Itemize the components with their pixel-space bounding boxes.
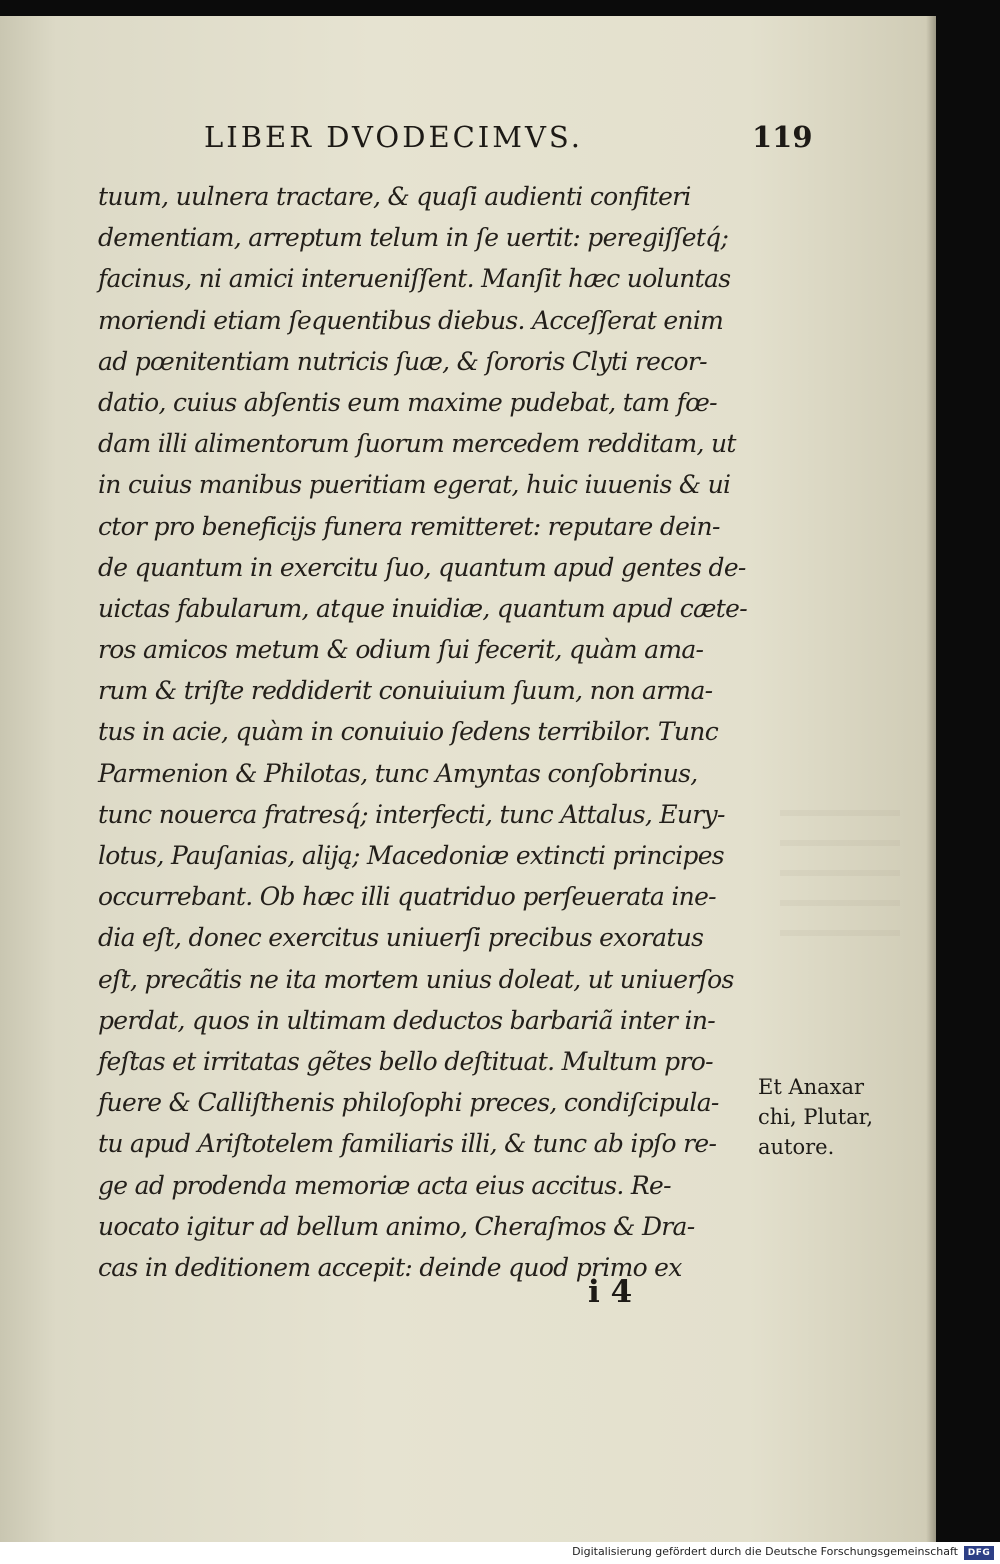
text-line: in cuius manibus pueritiam egerat, huic iuuenis & ui [98,470,731,500]
text-line: tus in acie, quàm in conuiuio ſedens terribilor. Tunc [98,717,718,747]
text-line: occurrebant. Ob hæc illi quatriduo perſeuerata ine- [98,882,716,912]
text-line: datio, cuius abſentis eum maxime pudebat, tam fœ- [98,387,717,417]
text-line: lotus, Pauſanias, aliją; Macedoniæ extincti principes [98,841,724,870]
text-line: dia eſt, donec exercitus uniuerſi precibus exoratus [98,923,704,953]
text-line: Parmenion & Philotas, tunc Amyntas conſobrinus, [98,758,698,788]
running-title: LIBER DVODECIMVS. [204,120,583,154]
text-line: tuum, uulnera tractare, & quaſi audienti confiteri [98,182,691,211]
text-line: dam illi alimentorum ſuorum mercedem redditam, ut [98,429,736,459]
text-line: uocato igitur ad bellum animo, Cheraſmos & Dra- [98,1211,695,1241]
show-through-text [780,796,900,936]
dfg-logo-icon: DFG [964,1546,994,1560]
marginal-note [758,1072,908,1162]
text-line: rum & triſte reddiderit conuiuium ſuum, non arma- [98,676,713,706]
note-line: autore. [758,1135,835,1159]
text-line: de quantum in exercitu ſuo, quantum apud gentes de- [98,552,746,582]
page-number: 119 [752,120,813,154]
text-line: dementiam, arreptum telum in ſe uertit: peregiſſetq́; [98,223,729,253]
signature-mark: i 4 [588,1274,633,1310]
text-line: ros amicos metum & odium ſui fecerit, quàm ama- [98,635,704,665]
text-line: ctor pro beneficijs funera remitteret: reputare dein- [98,511,720,541]
text-line: feſtas et irritatas gẽtes bello deſtituat. Multum pro- [98,1046,713,1076]
text-line: ge ad prodenda memoriæ acta eius accitus. Re- [98,1170,671,1200]
note-line: chi, Plutar, [758,1105,874,1129]
text-line: cas in deditionem accepit: deinde quod primo ex [98,1252,682,1282]
page-header [0,120,936,166]
note-line: Et Anaxar [758,1075,865,1099]
text-line: tu apud Ariſtotelem familiaris illi, & tunc ab ipſo re- [98,1129,717,1159]
body-text [98,176,748,1288]
text-line: eſt, precãtis ne ita mortem unius doleat, ut uniuerſos [98,964,734,994]
footer-bar [0,1542,1000,1564]
text-line: moriendi etiam ſequentibus diebus. Acceſſerat enim [98,305,724,335]
text-line: ad pœnitentiam nutricis ſuæ, & ſororis Clyti recor- [98,346,707,376]
text-line: perdat, quos in ultimam deductos barbariã inter in- [98,1005,715,1035]
book-page [0,16,936,1542]
footer-credit: Digitalisierung gefördert durch die Deutsche Forschungsgemeinschaft [572,1545,958,1558]
text-line: tunc nouerca fratresq́; interfecti, tunc Attalus, Eury- [98,799,725,829]
text-line: facinus, ni amici interueniſſent. Manſit hæc uoluntas [98,264,731,294]
text-line: fuere & Calliſthenis philoſophi preces, condiſcipula- [98,1088,719,1118]
text-line: uictas fabularum, atque inuidiæ, quantum apud cæte- [98,593,747,623]
